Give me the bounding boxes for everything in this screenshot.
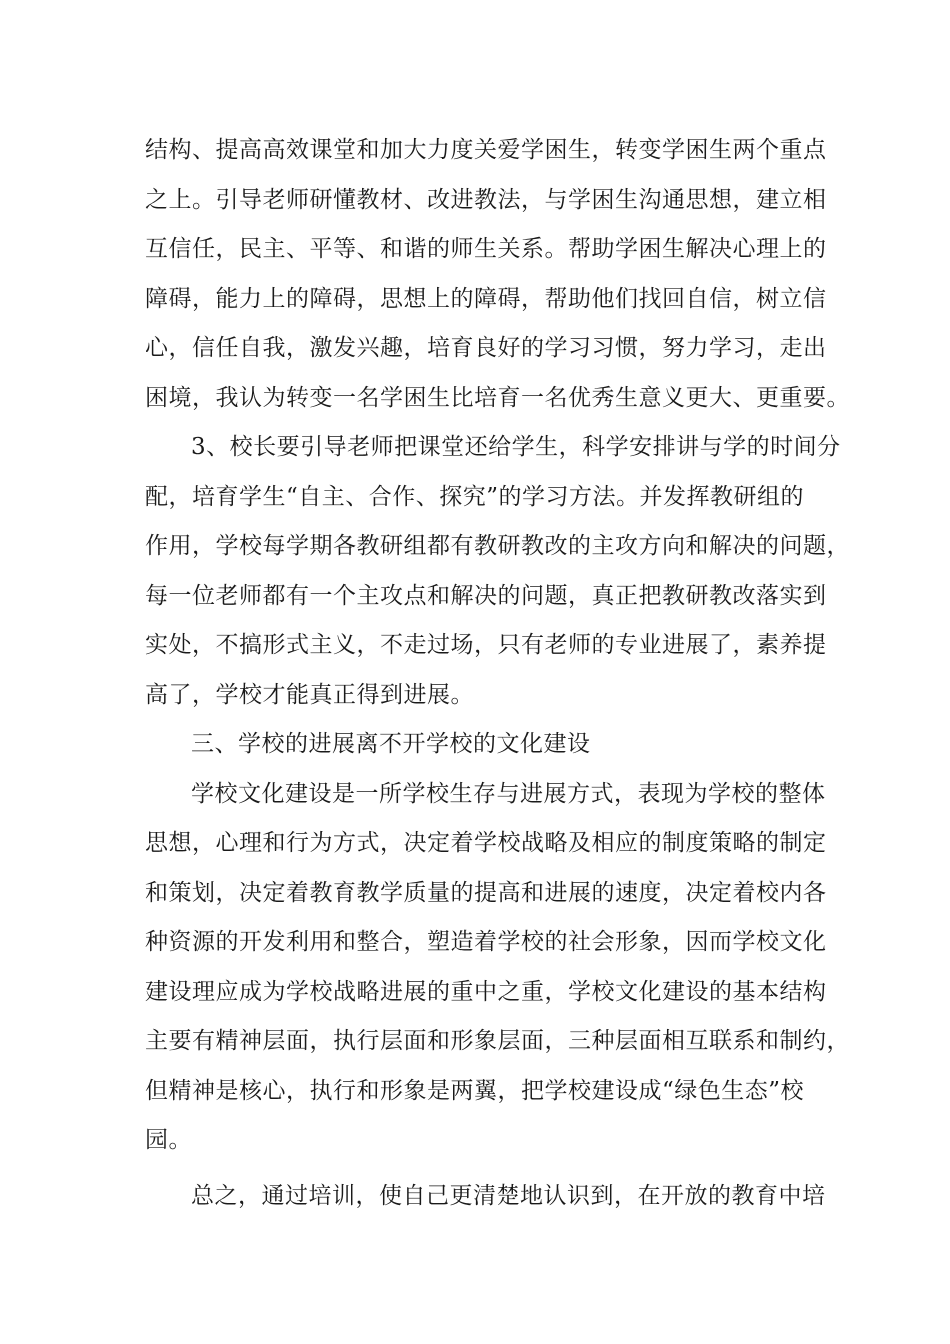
text-line: 总之，通过培训，使自己更清楚地认识到，在开放的教育中培 — [191, 1182, 826, 1209]
text-line: 学校文化建设是一所学校生存与进展方式，表现为学校的整体 — [191, 780, 826, 807]
text-line: 心，信任自我，激发兴趣，培育良好的学习习惯，努力学习，走出 — [145, 335, 827, 361]
text-line: 作用，学校每学期各教研组都有教研教改的主攻方向和解决的问题， — [145, 533, 850, 559]
text-line: 配，培育学生“自主、合作、探究”的学习方法。并发挥教研组的 — [145, 483, 805, 510]
text-line: 困境，我认为转变一名学困生比培育一名优秀生意义更大、更重要。 — [145, 384, 850, 411]
text-line: 互信任，民主、平等、和谐的师生关系。帮助学困生解决心理上的 — [145, 236, 827, 262]
text-line: 种资源的开发利用和整合，塑造着学校的社会形象，因而学校文化 — [145, 929, 827, 955]
text-line: 园。 — [145, 1127, 192, 1153]
text-line: 3、校长要引导老师把课堂还给学生，科学安排讲与学的时间分 — [191, 434, 841, 460]
text-line: 主要有精神层面，执行层面和形象层面，三种层面相互联系和制约， — [145, 1028, 850, 1054]
text-line: 障碍，能力上的障碍，思想上的障碍，帮助他们找回自信，树立信 — [145, 285, 827, 312]
text-line: 之上。引导老师研懂教材、改进教法，与学困生沟通思想，建立相 — [145, 186, 827, 213]
text-line: 每一位老师都有一个主攻点和解决的问题，真正把教研教改落实到 — [145, 582, 827, 609]
text-line: 实处，不搞形式主义，不走过场，只有老师的专业进展了，素养提 — [145, 632, 827, 658]
text-line: 但精神是核心，执行和形象是两翼，把学校建设成“绿色生态”校 — [145, 1077, 805, 1104]
text-line: 结构、提高高效课堂和加大力度关爱学困生，转变学困生两个重点 — [145, 137, 827, 163]
body-text — [145, 126, 850, 1221]
text-line: 高了，学校才能真正得到进展。 — [145, 681, 474, 708]
text-line: 和策划，决定着教育教学质量的提高和进展的速度，决定着校内各 — [145, 879, 827, 906]
text-line: 建设理应成为学校战略进展的重中之重，学校文化建设的基本结构 — [145, 978, 827, 1005]
text-line: 思想，心理和行为方式，决定着学校战略及相应的制度策略的制定 — [145, 830, 827, 856]
section-heading: 三、学校的进展离不开学校的文化建设 — [191, 731, 591, 757]
